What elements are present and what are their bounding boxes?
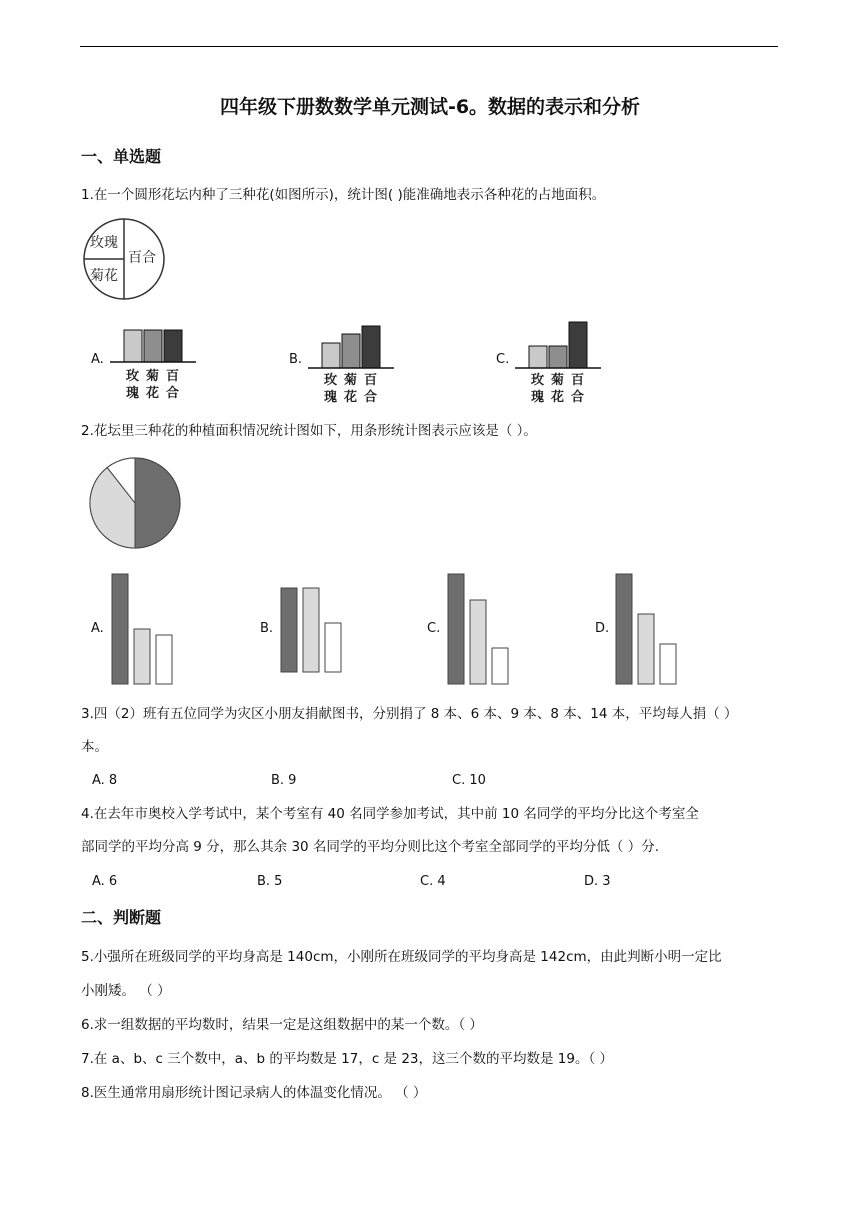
bar-medium [303, 588, 319, 672]
q2-option-d[interactable]: D. [595, 621, 610, 636]
question-5-text-line2: 小刚矮。 （ ） [81, 983, 171, 999]
q2-bar-chart-d [612, 570, 682, 688]
x-label-top: 玫 [324, 373, 338, 388]
bar-large [112, 574, 128, 684]
q2-option-c[interactable]: C. [427, 621, 441, 636]
bar-chrysanthemum [549, 346, 567, 368]
question-1-text: 1.在一个圆形花坛内种了三种花(如图所示)，统计图( )能准确地表示各种花的占地面积。 [81, 187, 606, 203]
question-2-text: 2.花坛里三种花的种植面积情况统计图如下，用条形统计图表示应该是（ ）。 [81, 423, 537, 439]
bar-rose [529, 346, 547, 368]
q3-option-b[interactable]: B. 9 [271, 773, 297, 788]
q2-bar-chart-a [108, 570, 178, 688]
pie-label-chrysanthemum: 菊花 [90, 268, 118, 284]
planting-area-pie-figure [88, 456, 190, 556]
x-label-bottom: 瑰 [531, 390, 545, 405]
x-label-bottom: 花 [146, 386, 160, 401]
q4-option-d[interactable]: D. 3 [584, 874, 611, 889]
section-title-true-false: 二、判断题 [81, 908, 162, 927]
bar-small [660, 644, 676, 684]
question-4-text-line2: 部同学的平均分高 9 分，那么其余 30 名同学的平均分则比这个考室全部同学的平均分低（ ）分. [81, 839, 660, 855]
q2-option-a[interactable]: A. [91, 621, 104, 636]
q4-option-c[interactable]: C. 4 [420, 874, 446, 889]
pie-label-lily: 百合 [128, 250, 156, 266]
bar-medium [470, 600, 486, 684]
x-label-top: 百 [166, 369, 180, 384]
x-label-bottom: 合 [166, 386, 180, 401]
q1-bar-chart-c [513, 314, 605, 410]
flower-bed-pie-figure [80, 218, 170, 302]
q1-bar-chart-b [306, 320, 398, 410]
bar-chrysanthemum [342, 334, 360, 368]
q3-option-c[interactable]: C. 10 [452, 773, 486, 788]
q3-option-a[interactable]: A. 8 [92, 773, 118, 788]
x-label-top: 百 [571, 373, 585, 388]
q4-option-b[interactable]: B. 5 [257, 874, 283, 889]
x-label-bottom: 花 [551, 390, 565, 405]
bar-large [616, 574, 632, 684]
x-label-bottom: 合 [571, 390, 585, 405]
bar-small [325, 623, 341, 672]
x-label-top: 玫 [126, 369, 140, 384]
bar-chrysanthemum [144, 330, 162, 362]
section-title-single-choice: 一、单选题 [81, 147, 162, 166]
x-label-top: 菊 [344, 373, 358, 388]
question-3-text-line2: 本。 [81, 739, 108, 755]
q1-bar-chart-a [108, 320, 200, 410]
page-title: 四年级下册数数学单元测试-6。数据的表示和分析 [219, 96, 641, 118]
q1-option-a[interactable]: A. [91, 352, 104, 367]
bar-lily [569, 322, 587, 368]
x-label-bottom: 花 [344, 390, 358, 405]
question-6-text: 6.求一组数据的平均数时，结果一定是这组数据中的某一个数。（ ） [81, 1017, 483, 1033]
bar-small [156, 635, 172, 684]
bar-large [281, 588, 297, 672]
q2-bar-chart-c [444, 570, 514, 688]
q1-option-b[interactable]: B. [289, 352, 303, 367]
header-rule [80, 46, 778, 47]
question-5-text-line1: 5.小强所在班级同学的平均身高是 140cm，小刚所在班级同学的平均身高是 142cm，由此判断小明一定比 [81, 949, 722, 965]
bar-large [448, 574, 464, 684]
x-label-bottom: 合 [364, 390, 378, 405]
bar-lily [164, 330, 182, 362]
q1-option-c[interactable]: C. [496, 352, 510, 367]
x-label-top: 菊 [146, 369, 160, 384]
question-8-text: 8.医生通常用扇形统计图记录病人的体温变化情况。 （ ） [81, 1085, 427, 1101]
bar-medium [134, 629, 150, 684]
q2-option-b[interactable]: B. [260, 621, 274, 636]
x-label-top: 百 [364, 373, 378, 388]
bar-rose [322, 343, 340, 368]
bar-small [492, 648, 508, 684]
x-label-bottom: 瑰 [126, 386, 140, 401]
q4-option-a[interactable]: A. 6 [92, 874, 118, 889]
pie-label-rose: 玫瑰 [90, 235, 118, 251]
question-7-text: 7.在 a、b、c 三个数中，a、b 的平均数是 17，c 是 23，这三个数的平均数是 19。（ ） [81, 1051, 614, 1067]
question-3-text-line1: 3.四（2）班有五位同学为灾区小朋友捐献图书，分别捐了 8 本、6 本、9 本、8 本、14 本，平均每人捐（ ） [81, 706, 738, 722]
x-label-bottom: 瑰 [324, 390, 338, 405]
x-label-top: 玫 [531, 373, 545, 388]
q2-bar-chart-b [277, 584, 347, 688]
bar-medium [638, 614, 654, 684]
pie-slice-large [135, 458, 180, 548]
bar-lily [362, 326, 380, 368]
question-4-text-line1: 4.在去年市奥校入学考试中，某个考室有 40 名同学参加考试，其中前 10 名同学的平均分比这个考室全 [81, 806, 699, 822]
bar-rose [124, 330, 142, 362]
x-label-top: 菊 [551, 373, 565, 388]
